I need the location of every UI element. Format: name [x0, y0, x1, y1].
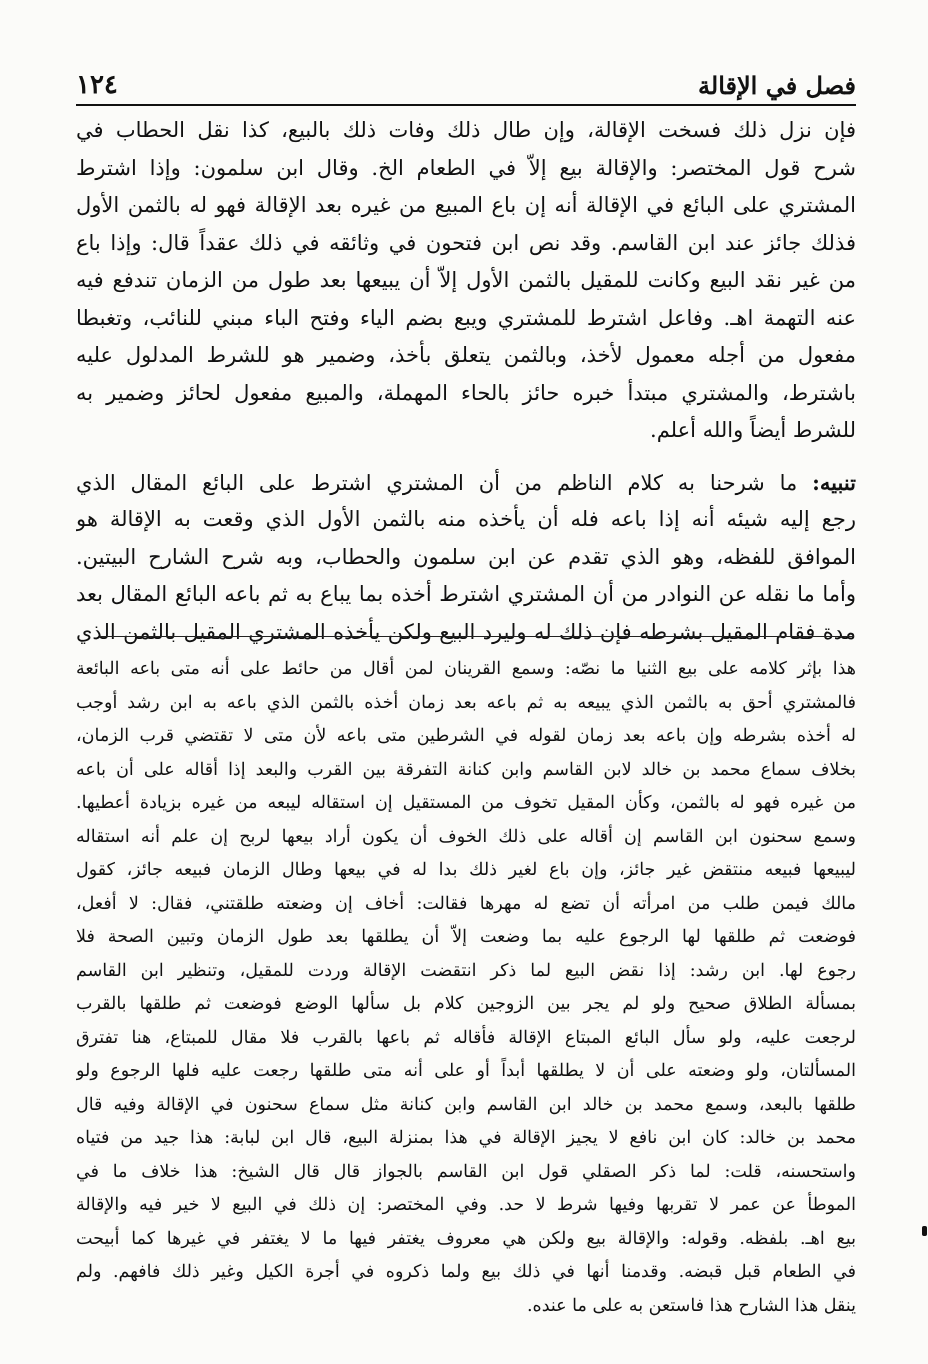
footnote-line: ليبيعها فبيعه منتقض غير جائز، وإن باع لغير ذلك بدا له في بيعها وطال الزمان فبيعه جائز، كقول	[76, 860, 856, 880]
footnote-line: بمسألة الطلاق صحيح ولو لم يجر بين الزوجين كلام بل سألها الوضع فوضعت ثم طلقها بالقرب	[76, 994, 856, 1014]
footnote-line: مالك فيمن طلب من امرأته أن تضع له مهرها فقالت: أخاف إن وضعته طلقتني، فقال: لا أفعل،	[76, 893, 856, 914]
main-line: شرح قول المختصر: والإقالة بيع إلاّ في الطعام الخ. وقال ابن سلمون: وإذا اشترط	[76, 155, 856, 180]
footnote-line: وسمع سحنون ابن القاسم إن أقاله على ذلك الخوف أن يكون أراد بيعها لربح إن علم أنه استقاله	[76, 826, 856, 847]
margin-mark	[922, 1226, 927, 1236]
main-line: باشترط، والمشتري مبتدأ خبره حائز بالحاء المهملة، والمبيع مفعول لحائز وضمير به	[76, 380, 856, 405]
main-line: المشتري على البائع في الإقالة أنه إن باع المبيع من غيره بعد الإقالة فهو له بالثمن الأول	[76, 193, 856, 217]
footnote-line: واستحسنه، قلت: لما ذكر الصقلي قول ابن القاسم بالجواز قال قال الشيخ: هذا خلاف ما في	[76, 1161, 856, 1182]
main-line: مدة فقام المقيل بشرطه فإن ذلك له وليرد البيع ولكن يأخذه المشتري المقيل بالثمن الذي	[76, 619, 856, 644]
footnote-line: من غيره فهو له بالثمن، وكأن المقيل تخوف من المستقيل إن استقاله ليبعه من غيره بزيادة أعطيها.	[76, 793, 856, 813]
footnote-line: بخلاف سماع محمد بن خالد لابن القاسم وابن كنانة التفرقة بين القرب والبعد إذا أقاله على أن باعه	[76, 759, 856, 780]
footnote-line: بيع اهـ. بلفظه. وقوله: والإقالة بيع ولكن هي معروف يغتفر فيها ما لا يغتفر في غيرها كما أبيحت	[76, 1228, 856, 1249]
main-line: فذلك جائز عند ابن القاسم. وقد نص ابن فتحون في وثائقه في ذلك عقداً قال: وإذا باع	[76, 230, 856, 255]
page-header	[76, 56, 856, 106]
main-line: مفعول من أجله معمول لأخذ، وبالثمن يتعلق بأخذ، وضمير هو للشرط المدلول عليه	[76, 343, 856, 367]
footnote-line: فالمشتري أحق به بالثمن الذي يبيعه به ثم باعه بعد زمان أخذه بالثمن الذي باعه به ابن رشد أوجب	[76, 692, 856, 713]
main-text	[76, 112, 856, 651]
footnote-line: له أخذه بشرطه وإن باعه بعد زمان لقوله في الشرطين متى باعه لأن متى لا تقتضي قرب الزمان،	[76, 726, 856, 746]
main-line: فإن نزل ذلك فسخت الإقالة، وإن طال ذلك وفات ذلك بالبيع، كذا نقل الحطاب في	[76, 118, 856, 142]
main-line: وأما ما نقله عن النوادر من أن المشتري اشترط أخذه بما يباع به ثم باعه البائع المقال بعد	[76, 582, 856, 606]
page-number: ١٢٤	[76, 70, 118, 100]
paragraph-gap	[76, 450, 856, 464]
main-line: الموافق للفظه، وهو الذي تقدم عن ابن سلمون والحطاب، وبه شرح الشارح البيتين.	[76, 544, 856, 569]
chapter-title: فصل في الإقالة	[698, 71, 856, 100]
footnote-line: لرجعت عليه، ولو سأل البائع المبتاع الإقالة فأقاله ثم باعها بالقرب فلا مقال للمبتاع، هنا تفترق	[76, 1027, 856, 1048]
footnote-line: محمد بن خالد: كان ابن نافع لا يجيز الإقالة في هذا بمنزلة البيع، قال ابن لبابة: هذا جيد من فتياه	[76, 1128, 856, 1148]
footnote-line: المسألتان، ولو وضعته على أن لا يطلقها أبداً أو على أنه متى طلقها رجعت عليه فلها الرجوع ولو	[76, 1061, 856, 1081]
main-line: عنه التهمة اهـ. وفاعل اشترط للمشتري ويبع بضم الياء وفتح الباء مبني للنائب، وتغبطا	[76, 305, 856, 330]
footnote-line: الموطأ عن عمر لا تقربها وفيها شرط لا حد. وفي المختصر: إن ذلك في البيع لا خير فيه والإقالة	[76, 1195, 856, 1215]
tanbih-text: ما شرحنا به كلام الناظم من أن المشتري اشترط على البائع المقال الذي	[76, 470, 813, 495]
tanbih-label: تنبيه:	[812, 469, 856, 495]
main-line: رجع إليه شيئه أنه إذا باعه فله أن يأخذه منه بالثمن الأول الذي وقعت به الإقالة هو	[76, 507, 856, 531]
tanbih-line	[76, 464, 856, 502]
footnote-line: فوضعت ثم طلقها لها الرجوع عليه بما وضعت إلاّ أن يطلقها بعد طول الزمان وتبين الصحة فلا	[76, 927, 856, 947]
main-line: للشرط أيضاً والله أعلم.	[650, 418, 856, 442]
footnote-line: هذا بإثر كلامه على بيع الثنيا ما نصّه: وسمع القرينان لمن أقال من حائط على أنه متى باعه البائعة	[76, 659, 856, 679]
footnote-line: ينقل هذا الشارح هذا فاستعن به على ما عنده.	[526, 1295, 856, 1316]
footnote-separator	[100, 636, 854, 637]
footnote-line: في الطعام قبل قبضه. وقدمنا أنها في ذلك بيع ولما ذكروه في أجرة الكيل وغير ذلك فافهم. ولم	[76, 1262, 856, 1282]
footnotes	[76, 653, 856, 1323]
footnote-line: طلقها بالبعد، وسمع محمد بن خالد ابن القاسم وابن كنانة مثل سماع سحنون في الإقالة وفيه قال	[76, 1094, 856, 1115]
footnote-line: رجوع لها. ابن رشد: إذا نقض البيع لما ذكر انتقضت الإقالة وردت للمقيل، وتنظير ابن القاسم	[76, 960, 856, 981]
main-line: من غير نقد البيع وكانت للمقيل بالثمن الأول إلاّ أن يبيعها بعد طول من الزمان تندفع فيه	[76, 268, 856, 292]
